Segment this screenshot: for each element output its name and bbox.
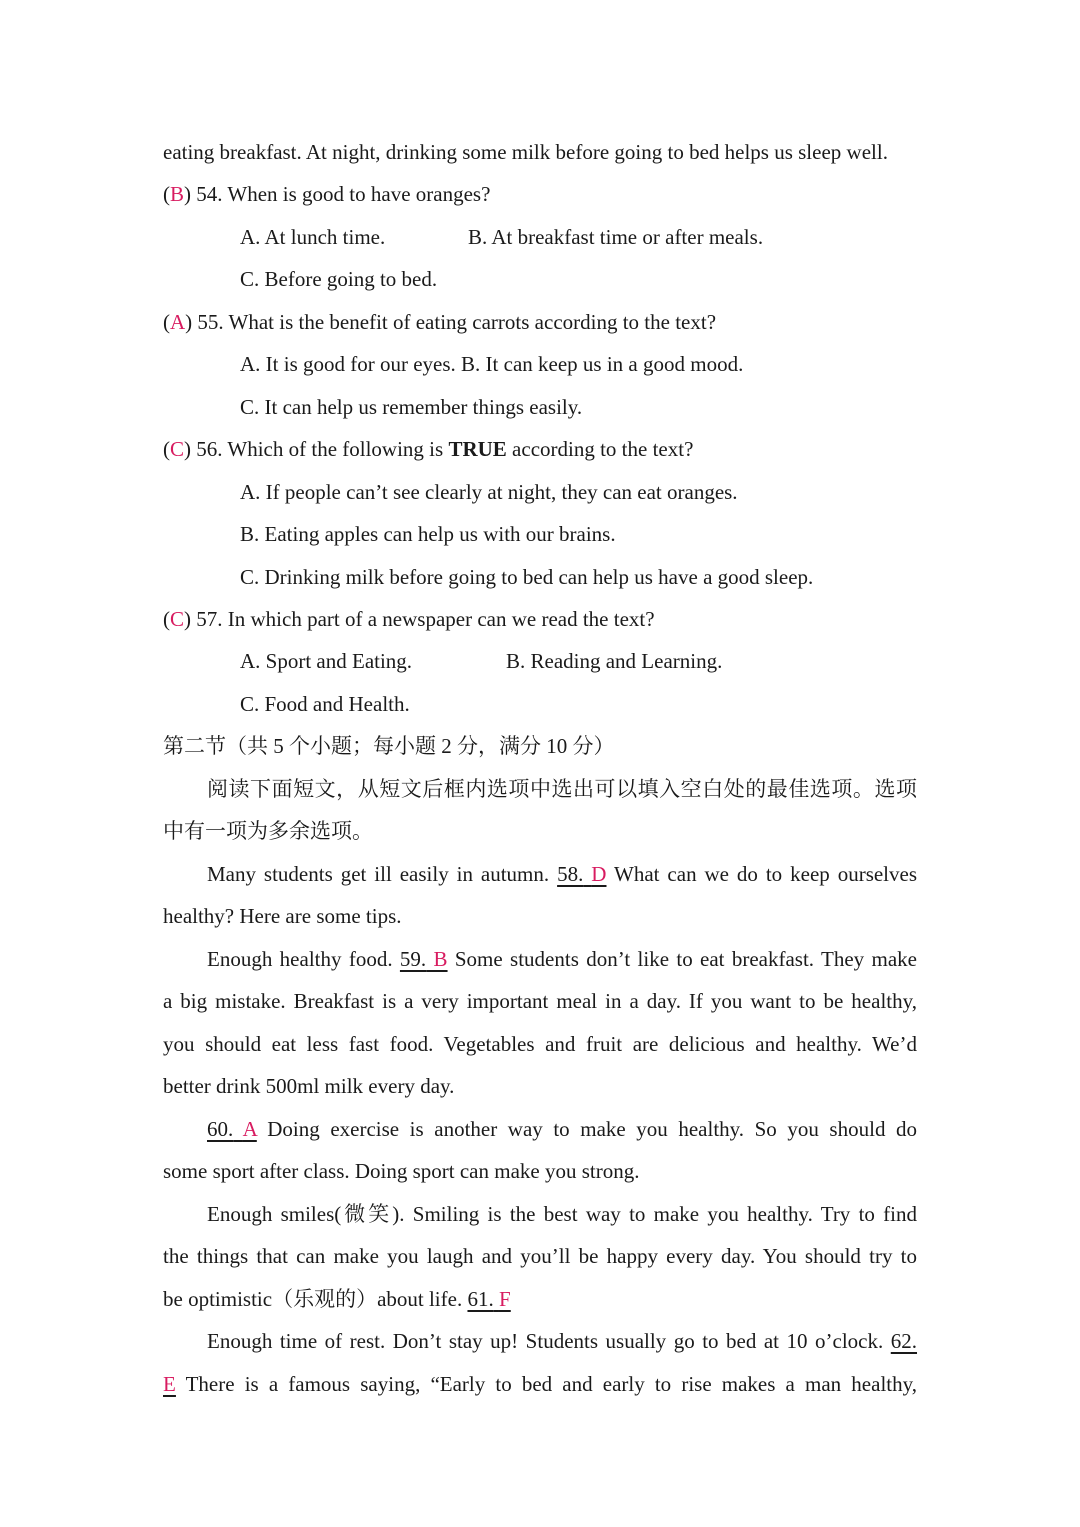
- paragraph-5-line-1: [207, 1326, 917, 1356]
- paragraph-4-line-3: [163, 1284, 917, 1314]
- blank-62: [163, 1372, 176, 1396]
- paragraph-2-text: Enough healthy food.: [207, 947, 393, 971]
- blank-62-number: 62.: [890, 1329, 918, 1353]
- blank-62-answer: E: [163, 1372, 176, 1396]
- question-55-option-c: C. It can help us remember things easily.: [240, 395, 583, 419]
- paragraph-5-text: Enough time of rest. Don’t stay up! Students usually go to bed at 10 o’clock.: [207, 1329, 884, 1353]
- paragraph-3-line-1: [207, 1114, 917, 1144]
- section-instruction-line-1: 阅读下面短文，从短文后框内选项中选出可以填入空白处的最佳选项。选项: [207, 777, 917, 801]
- question-57: (C) 57. In which part of a newspaper can we read the text?: [163, 607, 655, 631]
- blank-60-number: 60.: [207, 1117, 234, 1141]
- paragraph-4-text: be optimistic（乐观的）about life.: [163, 1287, 463, 1311]
- paragraph-2-line-2: a big mistake. Breakfast is a very important meal in a day. If you want to be healthy,: [163, 989, 917, 1013]
- paragraph-3-text: Doing exercise is another way to make you healthy. So you should do: [267, 1117, 918, 1141]
- question-56-text-post: according to the text?: [506, 437, 694, 461]
- question-56-option-b: B. Eating apples can help us with our brains.: [240, 522, 616, 546]
- question-56-option-c: C. Drinking milk before going to bed can help us have a good sleep.: [240, 565, 814, 589]
- paragraph-2-line-1: [207, 944, 917, 974]
- paragraph-3-line-2: some sport after class. Doing sport can make you strong.: [163, 1159, 640, 1183]
- paragraph-2-line-4: better drink 500ml milk every day.: [163, 1074, 455, 1098]
- blank-61: [467, 1287, 510, 1311]
- question-56-text-bold: TRUE: [448, 437, 507, 461]
- answer-57: C: [170, 607, 185, 631]
- question-54: (B) 54. When is good to have oranges?: [163, 182, 491, 206]
- question-57-option-b: B. Reading and Learning.: [506, 649, 723, 673]
- answer-55: A: [170, 310, 186, 334]
- passage-continuation-line: eating breakfast. At night, drinking some milk before going to bed helps us sleep well.: [163, 140, 888, 164]
- question-57-option-a: A. Sport and Eating.: [240, 649, 413, 673]
- question-54-option-a: A. At lunch time.: [240, 225, 386, 249]
- blank-60: [207, 1117, 257, 1141]
- question-57-option-c: C. Food and Health.: [240, 692, 410, 716]
- blank-59-number: 59.: [399, 947, 427, 971]
- blank-61-number: 61.: [467, 1287, 494, 1311]
- blank-58-number: 58.: [557, 862, 584, 886]
- paragraph-5-line-2: [163, 1369, 917, 1399]
- paragraph-4-line-2: the things that can make you laugh and you’ll be happy every day. You should try to: [163, 1244, 917, 1268]
- blank-60-answer: A: [242, 1117, 257, 1141]
- question-54-option-c: C. Before going to bed.: [240, 267, 438, 291]
- question-57-text: 57. In which part of a newspaper can we read the text?: [196, 607, 655, 631]
- paragraph-4-line-1: Enough smiles(微笑). Smiling is the best way to make you healthy. Try to find: [207, 1202, 917, 1226]
- question-56-text-pre: 56. Which of the following is: [196, 437, 449, 461]
- section-instruction-line-2: 中有一项为多余选项。: [163, 819, 373, 843]
- question-56: (C) 56. Which of the following is TRUE according to the text?: [163, 437, 694, 461]
- blank-59-answer: B: [433, 947, 448, 971]
- blank-61-answer: F: [498, 1287, 511, 1311]
- question-56-option-a: A. If people can’t see clearly at night, they can eat oranges.: [240, 480, 738, 504]
- question-54-text: 54. When is good to have oranges?: [196, 182, 491, 206]
- paragraph-2-line-3: you should eat less fast food. Vegetables and fruit are delicious and healthy. We’d: [163, 1032, 917, 1056]
- paragraph-1-line-1: [207, 859, 917, 889]
- answer-56: C: [170, 437, 185, 461]
- paragraph-2-text-post: Some students don’t like to eat breakfast. They make: [454, 947, 917, 971]
- blank-59: [400, 947, 448, 971]
- question-55-option-ab: A. It is good for our eyes. B. It can keep us in a good mood.: [240, 352, 744, 376]
- section-heading: 第二节（共 5 个小题；每小题 2 分，满分 10 分）: [163, 734, 615, 758]
- paragraph-1-line-2: healthy? Here are some tips.: [163, 904, 402, 928]
- question-54-option-b: B. At breakfast time or after meals.: [468, 225, 764, 249]
- question-55: (A) 55. What is the benefit of eating carrots according to the text?: [163, 310, 717, 334]
- paragraph-1-text: Many students get ill easily in autumn.: [207, 862, 550, 886]
- question-55-text: 55. What is the benefit of eating carrots according to the text?: [197, 310, 717, 334]
- paragraph-1-text-post: What can we do to keep ourselves: [614, 862, 918, 886]
- paragraph-5-text-post: There is a famous saying, “Early to bed and early to rise makes a man healthy,: [185, 1372, 917, 1396]
- blank-58: [557, 862, 606, 886]
- answer-54: B: [170, 182, 185, 206]
- blank-58-answer: D: [591, 862, 607, 886]
